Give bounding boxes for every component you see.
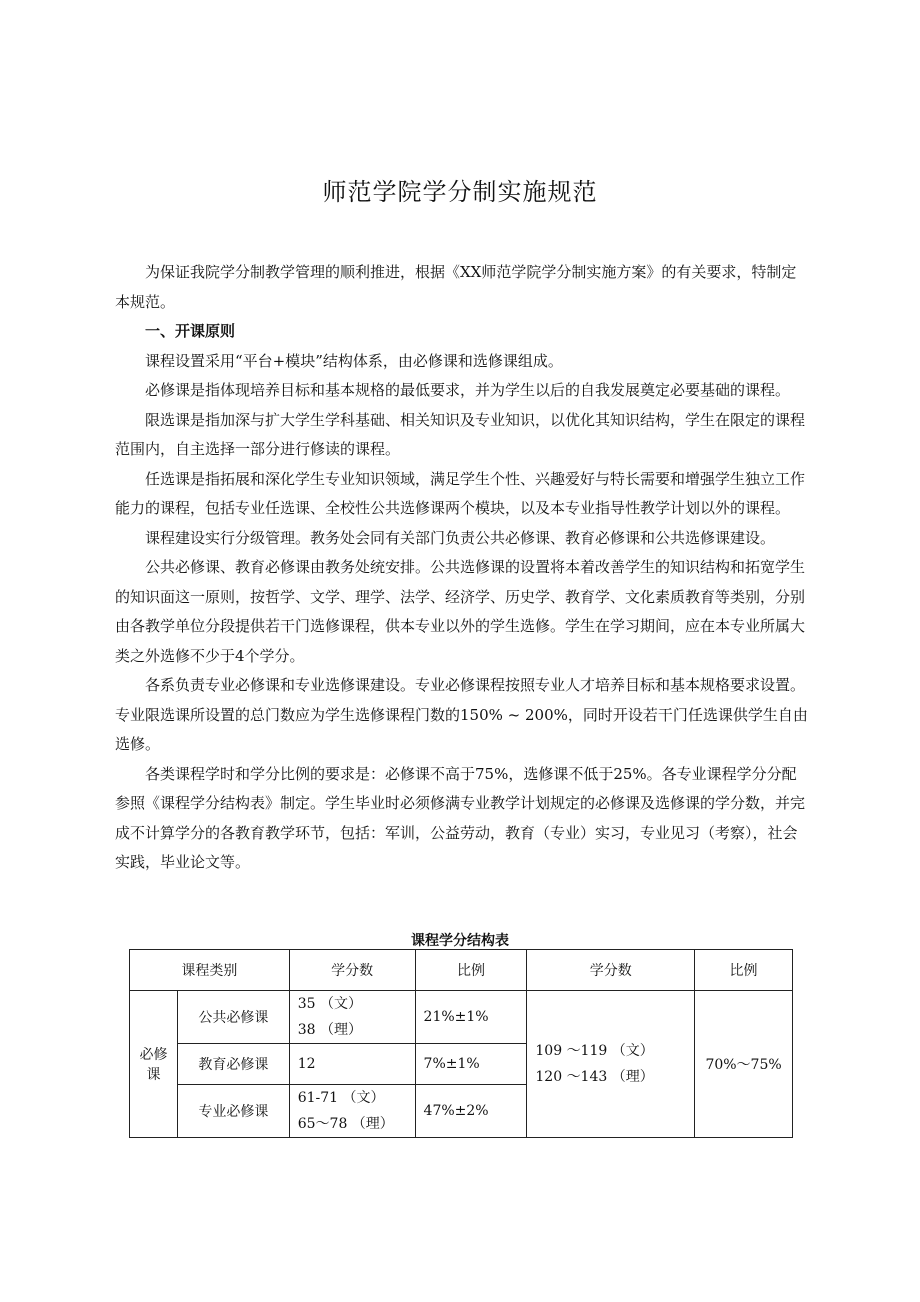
header-category: 课程类别 — [130, 950, 290, 991]
ratio-cell: 47%±2% — [415, 1085, 527, 1138]
credit-structure-table — [129, 949, 793, 1138]
group-cell: 必修课 — [130, 991, 178, 1138]
course-name: 专业必修课 — [177, 1085, 289, 1138]
paragraph: 必修课是指体现培养目标和基本规格的最低要求，并为学生以后的自我发展奠定必要基础的课程。 — [145, 381, 791, 399]
credits-cell: 35 （文） 38 （理） — [289, 991, 415, 1044]
table-header-row — [130, 950, 793, 991]
header-credits-total: 学分数 — [527, 950, 695, 991]
section-heading: 一、开课原则 — [145, 322, 236, 340]
table-row — [130, 991, 793, 1044]
document-body — [115, 258, 810, 878]
header-credits: 学分数 — [289, 950, 415, 991]
header-ratio: 比例 — [415, 950, 527, 991]
credits-cell: 61-71 （文） 65～78 （理） — [289, 1085, 415, 1138]
paragraph: 任选课是指拓展和深化学生专业知识领域，满足学生个性、兴趣爱好与特长需要和增强学生独立工作能力的课程，包括专业任选课、全校性公共选修课两个模块，以及本专业指导性教学计划以外的课程。 — [115, 469, 806, 517]
paragraph: 限选课是指加深与扩大学生学科基础、相关知识及专业知识，以优化其知识结构，学生在限定的课程范围内，自主选择一部分进行修读的课程。 — [115, 410, 806, 458]
total-credits-cell: 109 ～119 （文） 120 ～143 （理） — [527, 991, 695, 1138]
credits-cell: 12 — [289, 1044, 415, 1085]
paragraph: 课程建设实行分级管理。教务处会同有关部门负责公共必修课、教育必修课和公共选修课建设。 — [145, 528, 776, 547]
ratio-cell: 21%±1% — [415, 991, 527, 1044]
document-title: 师范学院学分制实施规范 — [322, 178, 598, 206]
header-ratio-total: 比例 — [695, 950, 793, 991]
paragraph: 课程设置采用“平台+模块”结构体系，由必修课和选修课组成。 — [145, 351, 563, 370]
ratio-cell: 7%±1% — [415, 1044, 527, 1085]
total-ratio-cell: 70%～75% — [695, 991, 793, 1138]
paragraph: 各系负责专业必修课和专业选修课建设。专业必修课程按照专业人才培养目标和基本规格要求设置。专业限选课所设置的总门数应为学生选修课程门数的150% ~ 200%，同时开设若干门任选课供学生自由选修。 — [115, 676, 808, 753]
paragraph: 公共必修课、教育必修课由教务处统安排。公共选修课的设置将本着改善学生的知识结构和拓宽学生的知识面这一原则，按哲学、文学、理学、法学、经济学、历史学、教育学、文化素质教育等类别，分别由各教学单位分段提供若干门选修课程，供本专业以外的学生选修。学生在学习期间，应在本专业所属大类之外选修不少于4个学分。 — [115, 558, 806, 665]
course-name: 公共必修课 — [177, 991, 289, 1044]
course-name: 教育必修课 — [177, 1044, 289, 1085]
paragraph: 各类课程学时和学分比例的要求是：必修课不高于75%，选修课不低于25%。各专业课程学分分配参照《课程学分结构表》制定。学生毕业时必须修满专业教学计划规定的必修课及选修课的学分数，并完成不计算学分的各教育教学环节，包括：军训，公益劳动，教育（专业）实习，专业见习（考察），社会实践，毕业论文等。 — [115, 764, 806, 871]
intro-paragraph: 为保证我院学分制教学管理的顺利推进，根据《XX师范学院学分制实施方案》的有关要求，特制定本规范。 — [115, 263, 797, 311]
table-caption: 课程学分结构表 — [411, 933, 509, 949]
